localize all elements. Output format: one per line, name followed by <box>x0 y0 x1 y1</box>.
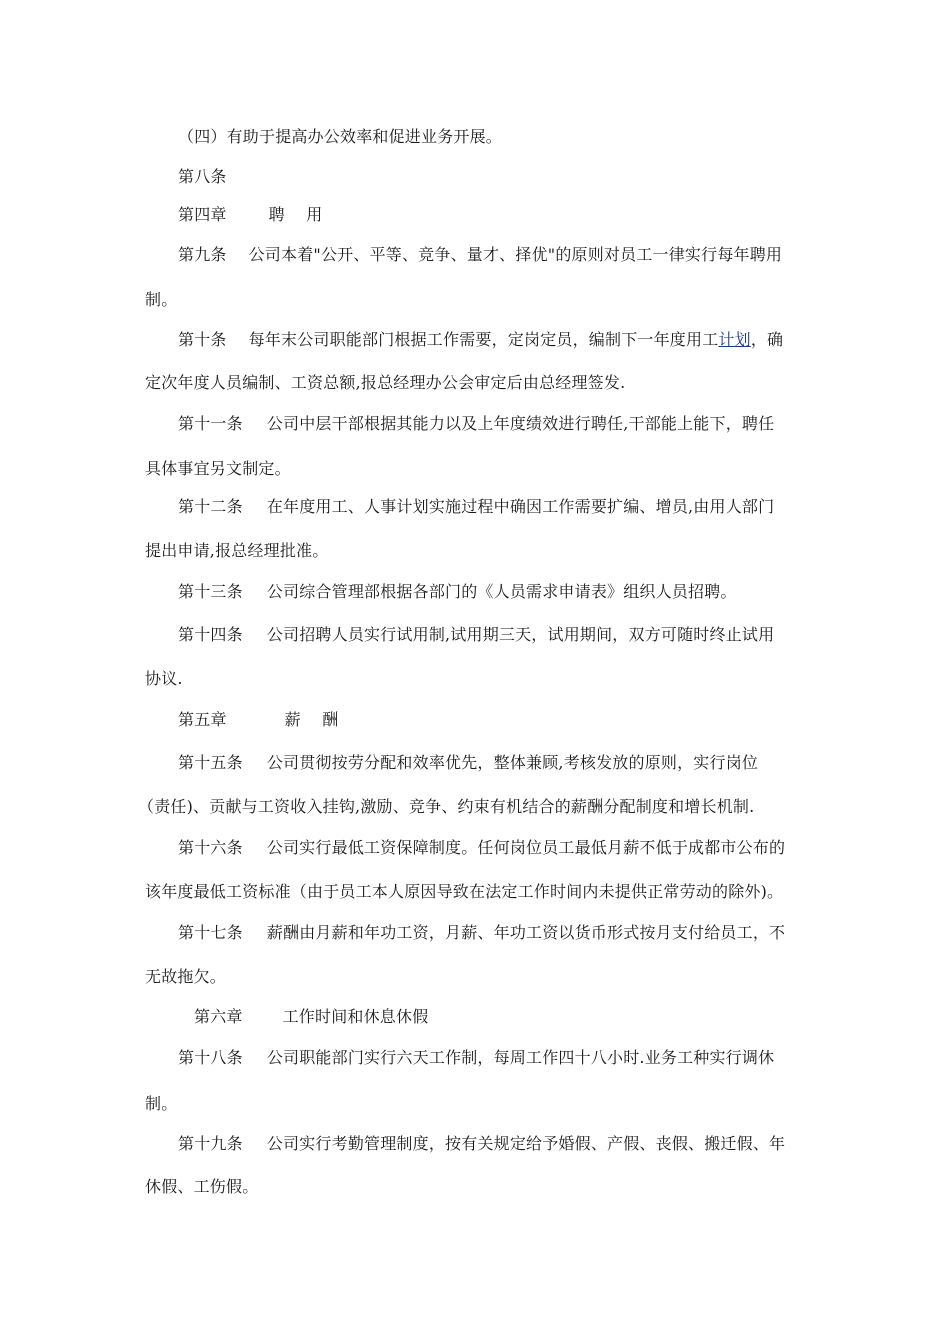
article-label: 第十三条 <box>178 582 243 601</box>
article-14 <box>178 625 774 645</box>
article-10-continuation: 定次年度人员编制、工资总额,报总经理办公会审定后由总经理签发. <box>145 373 626 392</box>
chapter-4-heading <box>178 205 323 225</box>
clause-four: （四）有助于提高办公效率和促进业务开展。 <box>178 127 503 146</box>
article-15-continuation: （责任)、贡献与工资收入挂钩,激励、竞争、约束有机结合的薪酬分配制度和增长机制. <box>138 797 755 816</box>
chapter-label: 第六章 <box>194 1007 243 1026</box>
article-label: 第十七条 <box>178 923 243 942</box>
article-12 <box>178 497 774 517</box>
article-text: 公司实行最低工资保障制度。任何岗位员工最低月薪不低于成都市公布的 <box>266 838 786 857</box>
article-19 <box>178 1134 785 1154</box>
article-14-continuation: 协议. <box>145 669 183 688</box>
plan-link[interactable]: 计划 <box>718 330 751 349</box>
chapter-title: 聘 用 <box>268 205 323 224</box>
article-16 <box>178 838 785 858</box>
article-text-tail: ，确 <box>750 330 784 349</box>
article-11 <box>178 414 774 434</box>
article-text: 每年末公司职能部门根据工作需要，定岗定员，编制下一年度用工 <box>248 330 719 349</box>
article-label: 第十二条 <box>178 497 243 516</box>
chapter-title: 薪 酬 <box>284 710 339 729</box>
article-13 <box>178 582 737 602</box>
article-15 <box>178 753 758 773</box>
article-19-continuation: 休假、工伤假。 <box>145 1177 259 1196</box>
article-18 <box>178 1048 774 1068</box>
article-10 <box>178 330 783 350</box>
article-text: 薪酬由月薪和年功工资，月薪、年功工资以货币形式按月支付给员工，不 <box>266 923 786 942</box>
article-16-continuation: 该年度最低工资标准（由于员工本人原因导致在法定工作时间内未提供正常劳动的除外)。 <box>145 882 784 901</box>
article-label: 第十五条 <box>178 753 243 772</box>
article-12-continuation: 提出申请,报总经理批准。 <box>145 541 329 560</box>
chapter-6-heading <box>194 1007 428 1027</box>
article-text: 公司贯彻按劳分配和效率优先，整体兼顾,考核发放的原则，实行岗位 <box>266 753 759 772</box>
chapter-5-heading <box>178 710 339 730</box>
article-text: 公司职能部门实行六天工作制，每周工作四十八小时.业务工种实行调休 <box>266 1048 775 1067</box>
article-8-heading: 第八条 <box>178 167 227 186</box>
article-9-continuation: 制。 <box>145 290 178 309</box>
article-label: 第十一条 <box>178 414 243 433</box>
article-label: 第十六条 <box>178 838 243 857</box>
article-11-continuation: 具体事宜另文制定。 <box>145 459 291 478</box>
article-9 <box>178 245 782 265</box>
article-text: 公司招聘人员实行试用制,试用期三天，试用期间，双方可随时终止试用 <box>266 625 775 644</box>
article-label: 第十八条 <box>178 1048 243 1067</box>
article-text: 公司综合管理部根据各部门的《人员需求申请表》组织人员招聘。 <box>266 582 737 601</box>
article-text: 在年度用工、人事计划实施过程中确因工作需要扩编、增员,由用人部门 <box>266 497 775 516</box>
chapter-label: 第五章 <box>178 710 227 729</box>
article-label: 第九条 <box>178 245 227 264</box>
chapter-title: 工作时间和休息休假 <box>282 1007 429 1026</box>
article-17-continuation: 无故拖欠。 <box>145 967 227 986</box>
chapter-label: 第四章 <box>178 205 227 224</box>
article-label: 第十条 <box>178 330 227 349</box>
article-label: 第十四条 <box>178 625 243 644</box>
article-17 <box>178 923 785 943</box>
article-text: 公司本着"公开、平等、竞争、量才、择优"的原则对员工一律实行每年聘用 <box>248 245 783 264</box>
article-text: 公司实行考勤管理制度，按有关规定给予婚假、产假、丧假、搬迁假、年 <box>266 1134 786 1153</box>
article-18-continuation: 制。 <box>145 1094 178 1113</box>
article-label: 第十九条 <box>178 1134 243 1153</box>
article-text: 公司中层干部根据其能力以及上年度绩效进行聘任,干部能上能下，聘任 <box>266 414 775 433</box>
